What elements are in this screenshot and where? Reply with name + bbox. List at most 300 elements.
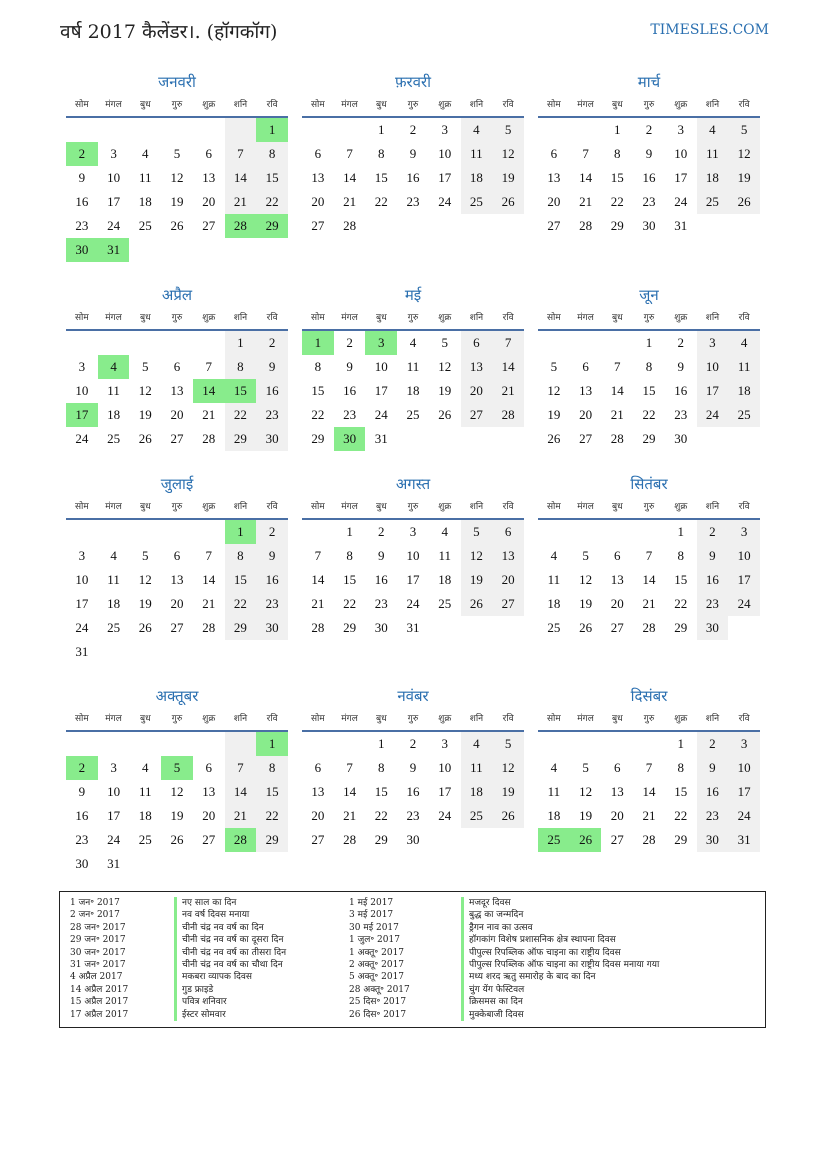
day-cell[interactable]: 1 <box>677 524 684 539</box>
day-cell[interactable]: 18 <box>728 379 760 403</box>
day-cell[interactable]: 16 <box>406 784 420 799</box>
day-cell[interactable]: 19 <box>547 407 561 422</box>
day-cell[interactable]: 7 <box>314 548 322 563</box>
day-cell[interactable]: 23 <box>642 194 656 209</box>
day-cell[interactable]: 22 <box>225 592 257 616</box>
day-cell[interactable]: 6 <box>314 146 322 161</box>
day-cell[interactable]: 2 <box>66 756 98 780</box>
day-cell[interactable]: 26 <box>138 431 152 446</box>
day-cell[interactable]: 18 <box>438 572 452 587</box>
day-cell[interactable]: 14 <box>193 379 225 403</box>
day-cell[interactable]: 29 <box>311 431 325 446</box>
day-cell[interactable]: 11 <box>461 756 493 780</box>
day-cell[interactable]: 17 <box>66 403 98 427</box>
day-cell[interactable]: 5 <box>142 359 149 374</box>
day-cell[interactable]: 16 <box>343 383 357 398</box>
day-cell[interactable]: 6 <box>205 146 212 161</box>
day-cell[interactable]: 8 <box>614 146 621 161</box>
day-cell[interactable]: 18 <box>461 780 493 804</box>
day-cell[interactable]: 10 <box>107 784 121 799</box>
day-cell[interactable]: 2 <box>409 736 417 751</box>
day-cell[interactable]: 17 <box>728 568 760 592</box>
day-cell[interactable]: 22 <box>642 407 656 422</box>
day-cell[interactable]: 9 <box>677 359 684 374</box>
day-cell[interactable]: 27 <box>202 832 216 847</box>
day-cell[interactable]: 10 <box>728 756 760 780</box>
day-cell[interactable]: 18 <box>107 407 121 422</box>
day-cell[interactable]: 30 <box>256 616 288 640</box>
day-cell[interactable]: 17 <box>438 170 452 185</box>
day-cell[interactable]: 4 <box>98 355 130 379</box>
day-cell[interactable]: 2 <box>697 732 729 756</box>
day-cell[interactable]: 7 <box>205 548 212 563</box>
day-cell[interactable]: 24 <box>728 592 760 616</box>
day-cell[interactable]: 5 <box>550 359 558 374</box>
day-cell[interactable]: 2 <box>256 331 288 355</box>
day-cell[interactable]: 13 <box>311 784 325 799</box>
day-cell[interactable]: 21 <box>225 804 257 828</box>
day-cell[interactable]: 20 <box>461 379 493 403</box>
day-cell[interactable]: 21 <box>343 194 357 209</box>
day-cell[interactable]: 13 <box>170 572 184 587</box>
day-cell[interactable]: 9 <box>78 170 86 185</box>
day-cell[interactable]: 3 <box>409 524 417 539</box>
day-cell[interactable]: 23 <box>256 592 288 616</box>
day-cell[interactable]: 25 <box>547 620 561 635</box>
day-cell[interactable]: 6 <box>492 520 524 544</box>
day-cell[interactable]: 11 <box>697 142 729 166</box>
day-cell[interactable]: 23 <box>674 407 688 422</box>
day-cell[interactable]: 22 <box>225 403 257 427</box>
day-cell[interactable]: 1 <box>256 732 288 756</box>
day-cell[interactable]: 8 <box>346 548 353 563</box>
day-cell[interactable]: 1 <box>302 331 334 355</box>
day-cell[interactable]: 7 <box>346 146 353 161</box>
day-cell[interactable]: 28 <box>610 431 624 446</box>
day-cell[interactable]: 20 <box>492 568 524 592</box>
day-cell[interactable]: 28 <box>202 431 216 446</box>
day-cell[interactable]: 14 <box>492 355 524 379</box>
day-cell[interactable]: 22 <box>374 194 388 209</box>
day-cell[interactable]: 2 <box>409 122 417 137</box>
day-cell[interactable]: 19 <box>461 568 493 592</box>
day-cell[interactable]: 18 <box>138 808 152 823</box>
day-cell[interactable]: 8 <box>314 359 322 374</box>
day-cell[interactable]: 10 <box>406 548 420 563</box>
day-cell[interactable]: 19 <box>492 780 524 804</box>
day-cell[interactable]: 26 <box>138 620 152 635</box>
day-cell[interactable]: 24 <box>75 431 89 446</box>
day-cell[interactable]: 22 <box>256 804 288 828</box>
day-cell[interactable]: 9 <box>409 146 417 161</box>
day-cell[interactable]: 7 <box>492 331 524 355</box>
day-cell[interactable]: 12 <box>547 383 561 398</box>
day-cell[interactable]: 2 <box>677 335 684 350</box>
day-cell[interactable]: 14 <box>642 784 656 799</box>
day-cell[interactable]: 15 <box>225 568 257 592</box>
day-cell[interactable]: 9 <box>409 760 417 775</box>
day-cell[interactable]: 7 <box>645 760 653 775</box>
day-cell[interactable]: 28 <box>343 832 357 847</box>
day-cell[interactable]: 5 <box>173 146 181 161</box>
day-cell[interactable]: 6 <box>173 359 181 374</box>
day-cell[interactable]: 21 <box>642 808 656 823</box>
day-cell[interactable]: 13 <box>610 784 624 799</box>
day-cell[interactable]: 23 <box>406 808 420 823</box>
day-cell[interactable]: 9 <box>378 548 385 563</box>
day-cell[interactable]: 9 <box>256 544 288 568</box>
day-cell[interactable]: 27 <box>492 592 524 616</box>
day-cell[interactable]: 19 <box>579 596 593 611</box>
day-cell[interactable]: 21 <box>579 194 593 209</box>
day-cell[interactable]: 17 <box>406 572 420 587</box>
day-cell[interactable]: 17 <box>374 383 388 398</box>
day-cell[interactable]: 1 <box>256 118 288 142</box>
day-cell[interactable]: 20 <box>311 194 325 209</box>
day-cell[interactable]: 10 <box>438 760 452 775</box>
day-cell[interactable]: 18 <box>406 383 420 398</box>
day-cell[interactable]: 21 <box>642 596 656 611</box>
day-cell[interactable]: 2 <box>256 520 288 544</box>
day-cell[interactable]: 7 <box>346 760 353 775</box>
day-cell[interactable]: 26 <box>570 828 602 852</box>
day-cell[interactable]: 5 <box>461 520 493 544</box>
day-cell[interactable]: 14 <box>642 572 656 587</box>
day-cell[interactable]: 20 <box>170 596 184 611</box>
day-cell[interactable]: 7 <box>614 359 621 374</box>
day-cell[interactable]: 24 <box>728 804 760 828</box>
day-cell[interactable]: 26 <box>492 804 524 828</box>
day-cell[interactable]: 7 <box>582 146 589 161</box>
day-cell[interactable]: 31 <box>728 828 760 852</box>
day-cell[interactable]: 26 <box>492 190 524 214</box>
day-cell[interactable]: 13 <box>610 572 624 587</box>
day-cell[interactable]: 8 <box>378 146 385 161</box>
day-cell[interactable]: 28 <box>642 620 656 635</box>
day-cell[interactable]: 8 <box>378 760 385 775</box>
day-cell[interactable]: 20 <box>311 808 325 823</box>
day-cell[interactable]: 6 <box>314 760 322 775</box>
day-cell[interactable]: 15 <box>374 784 388 799</box>
day-cell[interactable]: 15 <box>343 572 357 587</box>
day-cell[interactable]: 5 <box>441 335 448 350</box>
day-cell[interactable]: 10 <box>107 170 121 185</box>
day-cell[interactable]: 4 <box>728 331 760 355</box>
day-cell[interactable]: 9 <box>256 355 288 379</box>
day-cell[interactable]: 27 <box>311 218 325 233</box>
day-cell[interactable]: 14 <box>579 170 593 185</box>
day-cell[interactable]: 10 <box>697 355 729 379</box>
day-cell[interactable]: 21 <box>202 596 216 611</box>
day-cell[interactable]: 24 <box>438 194 452 209</box>
day-cell[interactable]: 17 <box>697 379 729 403</box>
day-cell[interactable]: 25 <box>406 407 420 422</box>
day-cell[interactable]: 16 <box>374 572 388 587</box>
day-cell[interactable]: 8 <box>256 142 288 166</box>
day-cell[interactable]: 22 <box>343 596 357 611</box>
day-cell[interactable]: 4 <box>409 335 417 350</box>
day-cell[interactable]: 25 <box>107 431 121 446</box>
day-cell[interactable]: 20 <box>202 808 216 823</box>
day-cell[interactable]: 17 <box>107 808 121 823</box>
day-cell[interactable]: 12 <box>728 142 760 166</box>
day-cell[interactable]: 29 <box>674 832 688 847</box>
day-cell[interactable]: 6 <box>614 548 621 563</box>
day-cell[interactable]: 24 <box>438 808 452 823</box>
day-cell[interactable]: 4 <box>461 118 493 142</box>
day-cell[interactable]: 13 <box>461 355 493 379</box>
day-cell[interactable]: 12 <box>438 359 452 374</box>
day-cell[interactable]: 19 <box>728 166 760 190</box>
day-cell[interactable]: 24 <box>107 832 121 847</box>
day-cell[interactable]: 19 <box>170 808 184 823</box>
day-cell[interactable]: 30 <box>697 616 729 640</box>
day-cell[interactable]: 19 <box>170 194 184 209</box>
day-cell[interactable]: 24 <box>107 218 121 233</box>
day-cell[interactable]: 29 <box>225 427 257 451</box>
day-cell[interactable]: 2 <box>378 524 385 539</box>
day-cell[interactable]: 3 <box>697 331 729 355</box>
day-cell[interactable]: 13 <box>202 784 216 799</box>
day-cell[interactable]: 4 <box>550 548 558 563</box>
day-cell[interactable]: 29 <box>225 616 257 640</box>
day-cell[interactable]: 4 <box>142 146 149 161</box>
day-cell[interactable]: 12 <box>138 383 152 398</box>
day-cell[interactable]: 26 <box>438 407 452 422</box>
day-cell[interactable]: 19 <box>492 166 524 190</box>
day-cell[interactable]: 11 <box>728 355 760 379</box>
day-cell[interactable]: 3 <box>110 760 117 775</box>
day-cell[interactable]: 13 <box>547 170 561 185</box>
day-cell[interactable]: 9 <box>697 756 729 780</box>
day-cell[interactable]: 4 <box>441 524 448 539</box>
day-cell[interactable]: 20 <box>547 194 561 209</box>
day-cell[interactable]: 26 <box>461 592 493 616</box>
day-cell[interactable]: 30 <box>674 431 688 446</box>
day-cell[interactable]: 31 <box>406 620 420 635</box>
day-cell[interactable]: 3 <box>78 359 86 374</box>
day-cell[interactable]: 15 <box>256 166 288 190</box>
day-cell[interactable]: 10 <box>438 146 452 161</box>
day-cell[interactable]: 18 <box>138 194 152 209</box>
day-cell[interactable]: 3 <box>728 520 760 544</box>
day-cell[interactable]: 25 <box>107 620 121 635</box>
day-cell[interactable]: 6 <box>173 548 181 563</box>
day-cell[interactable]: 17 <box>75 596 89 611</box>
day-cell[interactable]: 16 <box>256 568 288 592</box>
day-cell[interactable]: 29 <box>256 214 288 238</box>
day-cell[interactable]: 26 <box>547 431 561 446</box>
day-cell[interactable]: 27 <box>547 218 561 233</box>
day-cell[interactable]: 21 <box>343 808 357 823</box>
day-cell[interactable]: 4 <box>550 760 558 775</box>
day-cell[interactable]: 22 <box>674 808 688 823</box>
day-cell[interactable]: 29 <box>674 620 688 635</box>
day-cell[interactable]: 5 <box>728 118 760 142</box>
day-cell[interactable]: 25 <box>138 218 152 233</box>
day-cell[interactable]: 14 <box>610 383 624 398</box>
day-cell[interactable]: 13 <box>492 544 524 568</box>
day-cell[interactable]: 12 <box>492 756 524 780</box>
day-cell[interactable]: 9 <box>645 146 653 161</box>
day-cell[interactable]: 30 <box>697 828 729 852</box>
day-cell[interactable]: 5 <box>582 760 589 775</box>
day-cell[interactable]: 19 <box>138 407 152 422</box>
day-cell[interactable]: 6 <box>461 331 493 355</box>
day-cell[interactable]: 31 <box>98 238 130 262</box>
day-cell[interactable]: 13 <box>170 383 184 398</box>
day-cell[interactable]: 16 <box>697 568 729 592</box>
day-cell[interactable]: 2 <box>697 520 729 544</box>
day-cell[interactable]: 2 <box>66 142 98 166</box>
day-cell[interactable]: 20 <box>202 194 216 209</box>
day-cell[interactable]: 3 <box>365 331 397 355</box>
day-cell[interactable]: 1 <box>614 122 621 137</box>
day-cell[interactable]: 17 <box>674 170 688 185</box>
day-cell[interactable]: 15 <box>256 780 288 804</box>
day-cell[interactable]: 5 <box>492 118 524 142</box>
day-cell[interactable]: 14 <box>202 572 216 587</box>
day-cell[interactable]: 22 <box>610 194 624 209</box>
day-cell[interactable]: 17 <box>107 194 121 209</box>
day-cell[interactable]: 13 <box>311 170 325 185</box>
day-cell[interactable]: 25 <box>461 190 493 214</box>
day-cell[interactable]: 19 <box>579 808 593 823</box>
day-cell[interactable]: 5 <box>161 756 193 780</box>
day-cell[interactable]: 27 <box>461 403 493 427</box>
day-cell[interactable]: 28 <box>343 218 357 233</box>
day-cell[interactable]: 30 <box>642 218 656 233</box>
day-cell[interactable]: 22 <box>674 596 688 611</box>
day-cell[interactable]: 21 <box>492 379 524 403</box>
day-cell[interactable]: 12 <box>579 572 593 587</box>
day-cell[interactable]: 27 <box>610 620 624 635</box>
day-cell[interactable]: 4 <box>697 118 729 142</box>
day-cell[interactable]: 1 <box>378 122 385 137</box>
day-cell[interactable]: 1 <box>225 520 257 544</box>
day-cell[interactable]: 9 <box>697 544 729 568</box>
day-cell[interactable]: 24 <box>374 407 388 422</box>
day-cell[interactable]: 31 <box>374 431 388 446</box>
day-cell[interactable]: 22 <box>374 808 388 823</box>
day-cell[interactable]: 25 <box>461 804 493 828</box>
day-cell[interactable]: 30 <box>66 238 98 262</box>
day-cell[interactable]: 28 <box>202 620 216 635</box>
day-cell[interactable]: 6 <box>550 146 558 161</box>
day-cell[interactable]: 25 <box>538 828 570 852</box>
day-cell[interactable]: 30 <box>256 427 288 451</box>
day-cell[interactable]: 17 <box>438 784 452 799</box>
day-cell[interactable]: 30 <box>334 427 366 451</box>
day-cell[interactable]: 23 <box>406 194 420 209</box>
day-cell[interactable]: 15 <box>642 383 656 398</box>
day-cell[interactable]: 8 <box>225 355 257 379</box>
day-cell[interactable]: 6 <box>205 760 212 775</box>
day-cell[interactable]: 26 <box>170 218 184 233</box>
day-cell[interactable]: 7 <box>205 359 212 374</box>
day-cell[interactable]: 6 <box>582 359 589 374</box>
day-cell[interactable]: 18 <box>547 596 561 611</box>
day-cell[interactable]: 20 <box>579 407 593 422</box>
day-cell[interactable]: 7 <box>645 548 653 563</box>
day-cell[interactable]: 28 <box>311 620 325 635</box>
day-cell[interactable]: 5 <box>582 548 589 563</box>
day-cell[interactable]: 28 <box>225 828 257 852</box>
day-cell[interactable]: 23 <box>256 403 288 427</box>
day-cell[interactable]: 27 <box>311 832 325 847</box>
day-cell[interactable]: 18 <box>697 166 729 190</box>
day-cell[interactable]: 9 <box>78 784 86 799</box>
day-cell[interactable]: 12 <box>170 784 184 799</box>
day-cell[interactable]: 20 <box>170 407 184 422</box>
day-cell[interactable]: 10 <box>75 383 89 398</box>
day-cell[interactable]: 1 <box>645 335 653 350</box>
day-cell[interactable]: 23 <box>374 596 388 611</box>
site-link[interactable]: TIMESLES.COM <box>650 22 769 38</box>
day-cell[interactable]: 4 <box>110 548 117 563</box>
day-cell[interactable]: 8 <box>256 756 288 780</box>
day-cell[interactable]: 10 <box>75 572 89 587</box>
day-cell[interactable]: 29 <box>642 431 656 446</box>
day-cell[interactable]: 19 <box>438 383 452 398</box>
day-cell[interactable]: 15 <box>610 170 624 185</box>
day-cell[interactable]: 24 <box>697 403 729 427</box>
day-cell[interactable]: 10 <box>728 544 760 568</box>
day-cell[interactable]: 11 <box>406 359 420 374</box>
day-cell[interactable]: 24 <box>75 620 89 635</box>
day-cell[interactable]: 27 <box>610 832 624 847</box>
day-cell[interactable]: 12 <box>138 572 152 587</box>
day-cell[interactable]: 16 <box>642 170 656 185</box>
day-cell[interactable]: 12 <box>461 544 493 568</box>
day-cell[interactable]: 26 <box>170 832 184 847</box>
day-cell[interactable]: 23 <box>697 592 729 616</box>
day-cell[interactable]: 14 <box>225 780 257 804</box>
day-cell[interactable]: 13 <box>579 383 593 398</box>
day-cell[interactable]: 11 <box>438 548 451 563</box>
day-cell[interactable]: 16 <box>256 379 288 403</box>
day-cell[interactable]: 3 <box>441 122 448 137</box>
day-cell[interactable]: 24 <box>406 596 420 611</box>
day-cell[interactable]: 3 <box>441 736 448 751</box>
day-cell[interactable]: 11 <box>461 142 493 166</box>
day-cell[interactable]: 21 <box>202 407 216 422</box>
day-cell[interactable]: 23 <box>75 218 89 233</box>
day-cell[interactable]: 15 <box>225 379 257 403</box>
day-cell[interactable]: 18 <box>547 808 561 823</box>
day-cell[interactable]: 26 <box>728 190 760 214</box>
day-cell[interactable]: 4 <box>142 760 149 775</box>
day-cell[interactable]: 14 <box>225 166 257 190</box>
day-cell[interactable]: 16 <box>697 780 729 804</box>
day-cell[interactable]: 11 <box>547 572 561 587</box>
day-cell[interactable]: 26 <box>579 620 593 635</box>
day-cell[interactable]: 29 <box>374 832 388 847</box>
day-cell[interactable]: 14 <box>343 784 357 799</box>
day-cell[interactable]: 3 <box>677 122 684 137</box>
day-cell[interactable]: 11 <box>139 170 152 185</box>
day-cell[interactable]: 14 <box>343 170 357 185</box>
day-cell[interactable]: 7 <box>225 142 257 166</box>
day-cell[interactable]: 24 <box>674 194 688 209</box>
day-cell[interactable]: 8 <box>225 544 257 568</box>
day-cell[interactable]: 3 <box>78 548 86 563</box>
day-cell[interactable]: 15 <box>374 170 388 185</box>
day-cell[interactable]: 5 <box>492 732 524 756</box>
day-cell[interactable]: 27 <box>170 431 184 446</box>
day-cell[interactable]: 9 <box>346 359 353 374</box>
day-cell[interactable]: 1 <box>677 736 684 751</box>
